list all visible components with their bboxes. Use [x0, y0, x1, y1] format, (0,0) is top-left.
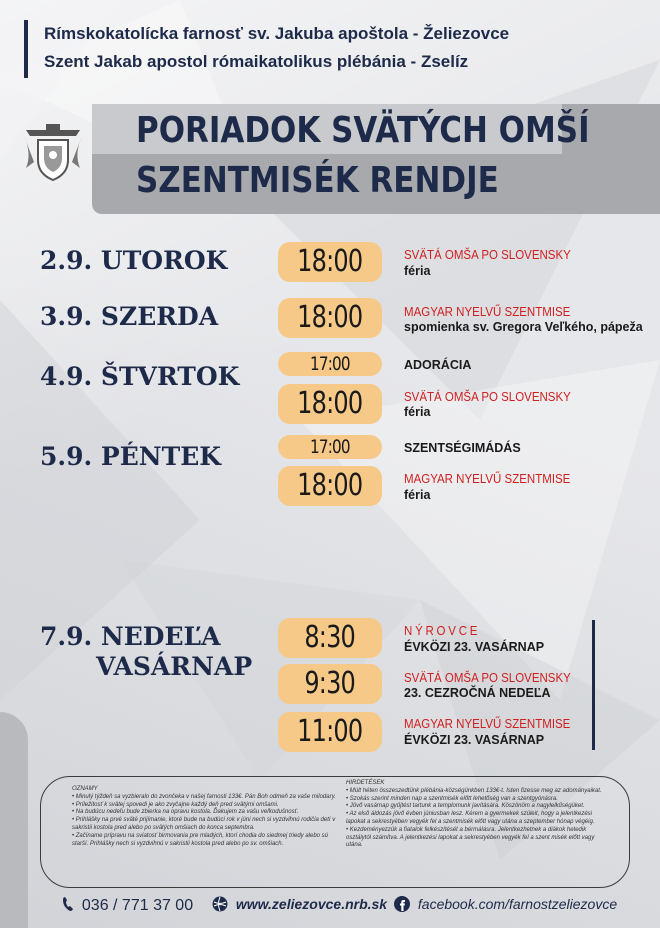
note-item: • Minulý týždeň sa vyzbieralo do zvončeka v našej farnosti 133€. Pán Boh odmeň za vaše milodary. — [72, 793, 336, 800]
note-item: • Az első áldozás jövő évben júniusban lesz. Kérem a gyermekek szüleit, hogy a jelentkezési lapokat a sekrestyében vegyék fel a szentmisék előtt vagy utána a szeptember hónap végéig. — [346, 811, 595, 825]
time-pill: 11:00 — [278, 712, 382, 752]
note-item: • Jövő vasárnap gyűjtést tartunk a templomunk javítására. Köszönöm a nagylelkűségüket. — [346, 803, 585, 810]
event-title: ADORÁCIA — [404, 358, 472, 372]
parish-name-sk: Rímskokatolícka farnosť sv. Jakuba apoštola - Želiezovce — [44, 24, 510, 43]
event-subtitle: 23. CEZROČNÁ NEDEĽA — [404, 686, 551, 700]
note-item: • Začíname prípravu na sviatosť birmovania pre mladých, ktorí chodia do siedmej triedy alebo sú starší. Prihlášky nech si vyzdvihnú v sakristii kostola pred alebo po sv. omšiach. — [72, 832, 329, 847]
globe-icon — [212, 896, 228, 912]
event-subtitle: ÉVKÖZI 23. VASÁRNAP — [404, 733, 545, 747]
parish-crest-icon — [22, 124, 84, 184]
event-title: MAGYAR NYELVŰ SZENTMISE — [404, 717, 571, 731]
announcements-hu-title: HIRDETÉSEK — [346, 780, 385, 786]
event-title: SZENTSÉGIMÁDÁS — [404, 441, 521, 455]
note-item: • Szokás szerint minden nap a szentmisék előtt lehetőség van a szentgyónásra. — [346, 795, 558, 802]
time-pill: 18:00 — [278, 242, 382, 282]
event-title: NÝROVCE — [404, 624, 481, 638]
event-subtitle: ÉVKÖZI 23. VASÁRNAP — [404, 640, 545, 654]
note-item: • Na budúcu nedeľu bude zbierka na opravu kostola. Ďakujem za vašu veľkodušnosť. — [72, 809, 299, 816]
decorative-left-strip — [0, 712, 28, 928]
time-pill: 18:00 — [278, 298, 382, 338]
event-title: SVÄTÁ OMŠA PO SLOVENSKY — [404, 671, 571, 685]
event-title: MAGYAR NYELVŰ SZENTMISE — [404, 305, 571, 319]
time-pill: 9:30 — [278, 664, 382, 704]
time-pill: 17:00 — [278, 352, 382, 376]
time-pill: 18:00 — [278, 466, 382, 506]
day-label-tuesday: 2.9. UTOROK — [40, 246, 228, 275]
event-subtitle: spomienka sv. Gregora Veľkého, pápeža — [404, 320, 643, 334]
event-subtitle: féria — [404, 405, 431, 419]
footer-website[interactable] — [212, 896, 387, 912]
page-title-sk: PORIADOK SVÄTÝCH OMŠÍ — [136, 110, 590, 151]
day-label-wednesday: 3.9. SZERDA — [40, 302, 219, 331]
time-pill: 17:00 — [278, 435, 382, 459]
event-subtitle: féria — [404, 264, 431, 278]
note-item: • Príležitosť k svätej spovedi je ako zvyčajne každý deň pred svätými omšami. — [72, 801, 279, 808]
day-label-friday: 5.9. PÉNTEK — [40, 442, 221, 471]
page-title-hu: SZENTMISÉK RENDJE — [136, 160, 499, 201]
parish-name-hu: Szent Jakab apostol rómaikatolikus plébánia - Zselíz — [44, 52, 469, 71]
note-item: • Múlt héten összeszedtünk plébánia-községünkben 133€-t. Isten fizesse meg az adományaikat. — [346, 787, 602, 794]
announcements-sk — [72, 786, 340, 848]
event-title: SVÄTÁ OMŠA PO SLOVENSKY — [404, 248, 571, 262]
phone-number: 036 / 771 37 00 — [81, 897, 194, 914]
note-item: • Kezdeményezzük a fiatalok felkészítését a bérmálásra. Jelentkezhetnek a diákok hetedik osztálytól számítva. A jelentkezési lapokat a sekrestyében vegyék fel a szent misék előtt vagy utána. — [346, 826, 595, 849]
day-label-thursday: 4.9. ŠTVRTOK — [40, 362, 240, 391]
announcements-sk-title: OZNAMY — [72, 786, 98, 792]
event-title: SVÄTÁ OMŠA PO SLOVENSKY — [404, 390, 571, 404]
time-pill: 8:30 — [278, 618, 382, 658]
event-title: MAGYAR NYELVŰ SZENTMISE — [404, 472, 571, 486]
footer-phone[interactable] — [62, 896, 193, 915]
announcements-hu — [346, 780, 608, 850]
facebook-icon — [394, 896, 410, 912]
day-label-sunday-hu: VASÁRNAP — [96, 652, 253, 681]
facebook-link[interactable]: facebook.com/farnostzeliezovce — [417, 896, 618, 912]
phone-icon — [62, 896, 74, 912]
sunday-accent-bar — [592, 620, 595, 750]
event-subtitle: féria — [404, 488, 431, 502]
time-pill: 18:00 — [278, 384, 382, 424]
note-item: • Prihlášky na prvé sväté prijímanie, ktoré bude na budúci rok v júni nech si vyzdvihnú rodičia detí v sakristii kostola pred alebo po svätých omšiach do konca septembra. — [72, 817, 336, 831]
website-link[interactable]: www.zeliezovce.nrb.sk — [235, 896, 388, 912]
day-label-sunday-sk: 7.9. NEDEĽA — [40, 622, 221, 651]
header-accent-bar — [24, 20, 28, 78]
footer-facebook[interactable] — [394, 896, 617, 912]
